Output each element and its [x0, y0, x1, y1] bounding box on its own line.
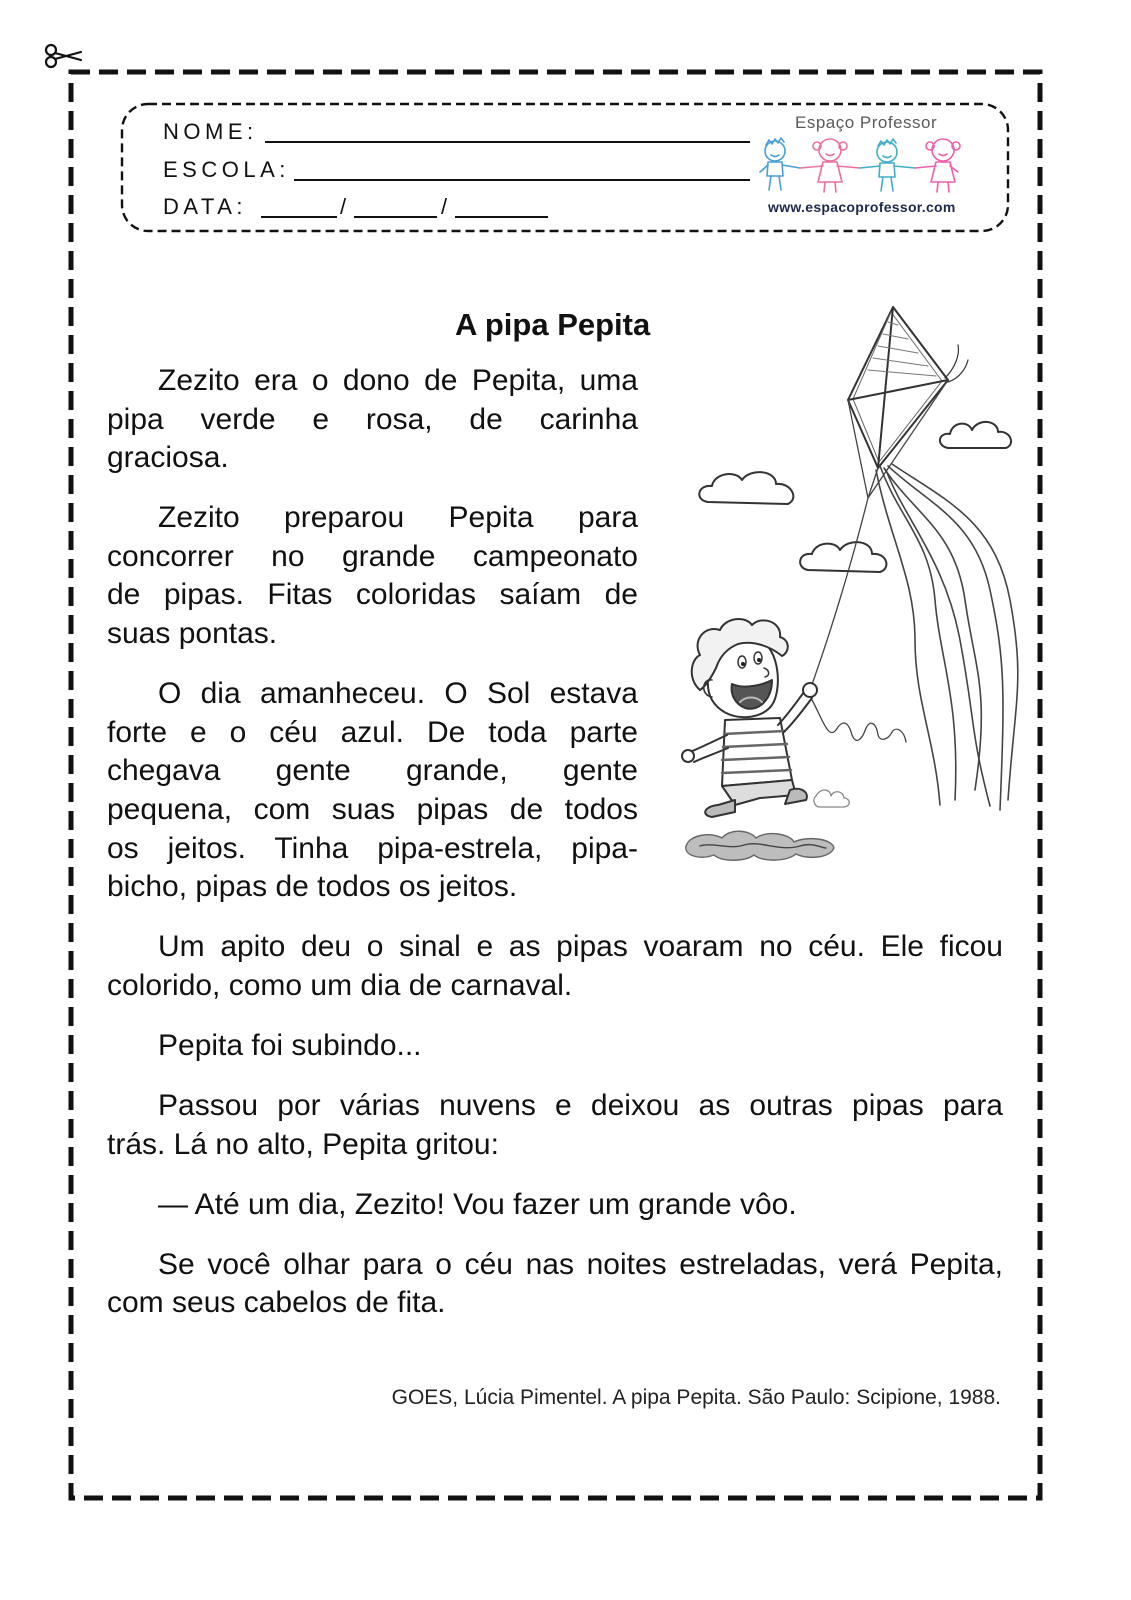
text-line: — Até um dia, Zezito! Vou fazer um grande vôo. [158, 1187, 797, 1221]
logo-url: www.espacoprofessor.com [768, 199, 956, 215]
text-line: Se você olhar para o céu nas noites estreladas, verá Pepita, [158, 1247, 1003, 1281]
date-separator: / [340, 194, 347, 219]
text-line: pipa verde e rosa, de carinha [107, 402, 638, 436]
text-line: suas pontas. [107, 617, 278, 651]
school-blank [294, 179, 750, 181]
text-line: O dia amanheceu. O Sol estava [158, 677, 638, 711]
school-label: ESCOLA: [163, 157, 290, 182]
citation: GOES, Lúcia Pimentel. A pipa Pepita. São Paulo: Scipione, 1988. [391, 1386, 1001, 1409]
paragraph-8 [107, 1246, 1003, 1323]
text-line: bicho, pipas de todos os jeitos. [107, 870, 518, 904]
date-blank-year [455, 216, 548, 218]
date-label: DATA: [163, 194, 248, 219]
text-line: graciosa. [107, 441, 229, 475]
text-line: chegava gente grande, gente [107, 754, 638, 788]
paragraph-1 [107, 362, 638, 478]
kid-figure [915, 139, 960, 192]
text-line: Zezito preparou Pepita para [158, 501, 638, 535]
date-separator: / [441, 194, 448, 219]
text-line: trás. Lá no alto, Pepita gritou: [107, 1127, 499, 1161]
paragraph-2 [107, 499, 638, 653]
kid-figure [860, 139, 915, 191]
text-line: Zezito era o dono de Pepita, uma [158, 364, 638, 397]
paragraph-5 [107, 1027, 1003, 1066]
paragraph-7 [107, 1186, 1003, 1225]
scissors-icon [46, 45, 81, 67]
text-line: de pipas. Fitas coloridas saíam de [107, 578, 638, 612]
text-line: Pepita foi subindo... [158, 1028, 422, 1062]
text-line: forte e o céu azul. De toda parte [107, 715, 638, 749]
text-line: Um apito deu o sinal e as pipas voaram no céu. Ele ficou [158, 930, 1003, 964]
text-line: pequena, com suas pipas de todos [107, 792, 638, 826]
paragraph-3 [107, 675, 638, 907]
date-blank-month [354, 216, 437, 218]
story-body [107, 362, 1003, 1344]
text-line: concorrer no grande campeonato [107, 539, 638, 573]
logo-title: Espaço Professor [795, 113, 938, 132]
paragraph-4 [107, 928, 1003, 1005]
text-line: os jeitos. Tinha pipa-estrela, pipa- [107, 831, 638, 865]
paragraph-6 [107, 1087, 1003, 1164]
text-line: colorido, como um dia de carnaval. [107, 968, 573, 1002]
text-line: com seus cabelos de fita. [107, 1286, 446, 1320]
date-blank-day [261, 216, 337, 218]
name-blank [265, 141, 750, 143]
kid-figure [800, 139, 860, 192]
text-line: Passou por várias nuvens e deixou as outras pipas para [158, 1089, 1003, 1122]
name-label: NOME: [163, 119, 258, 144]
kid-figure [760, 138, 800, 190]
logo-kids-image [760, 138, 960, 192]
story-title: A pipa Pepita [455, 307, 651, 342]
